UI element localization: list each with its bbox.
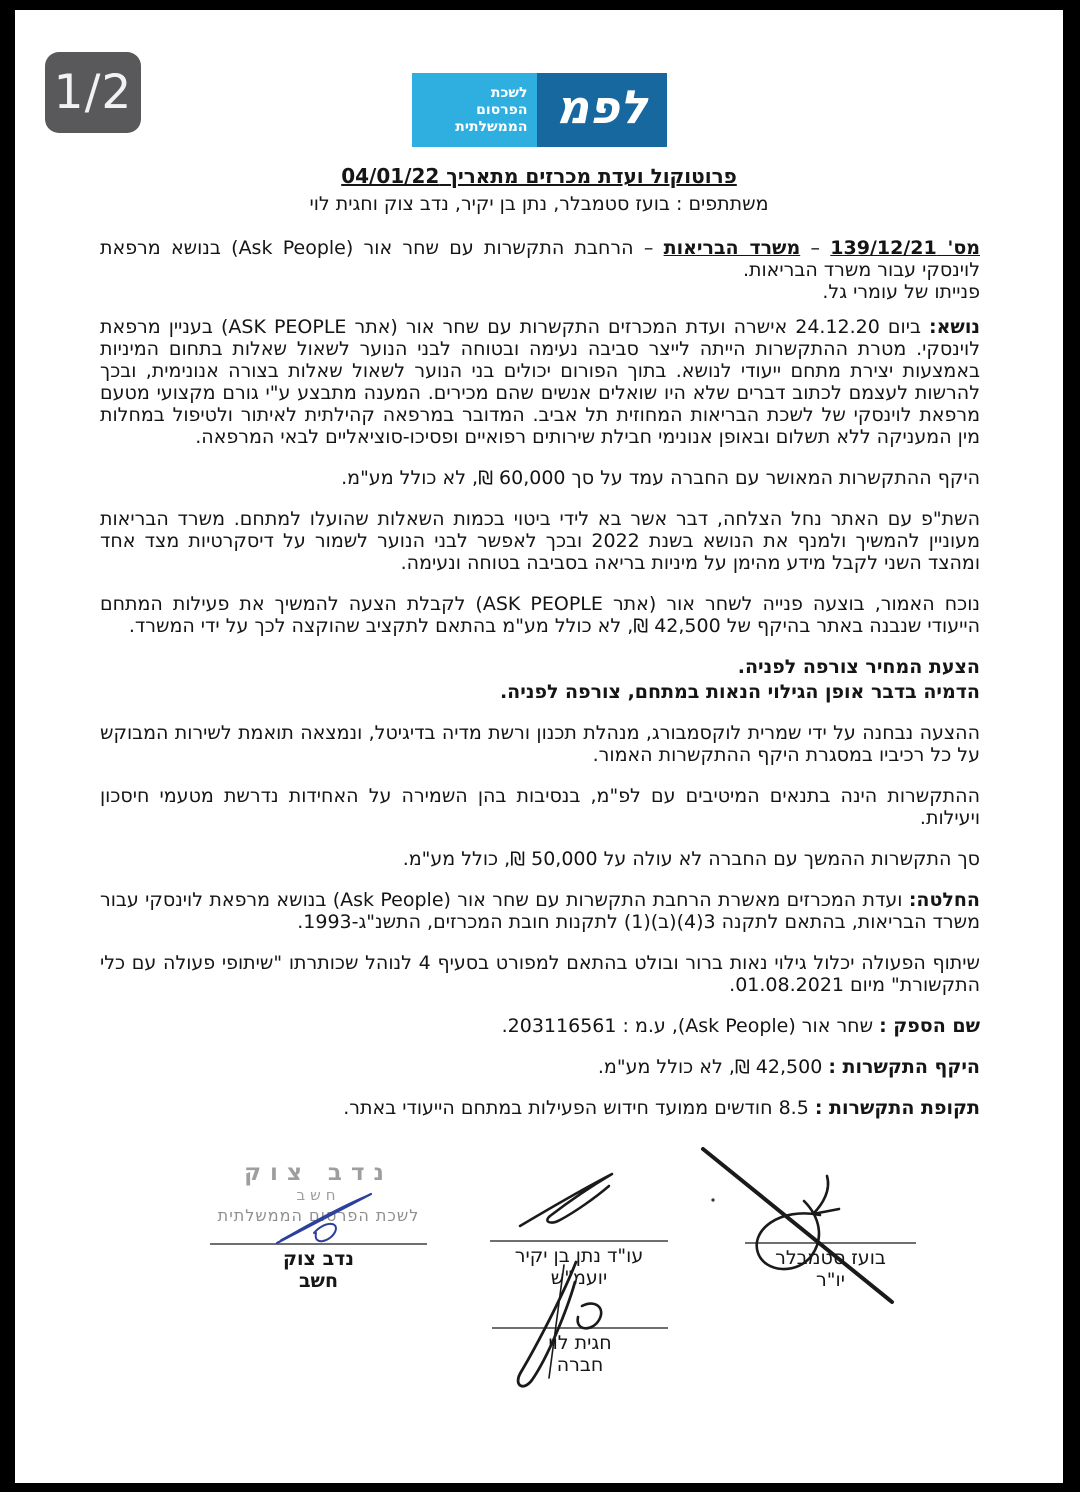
paragraph-proposal-review: ההצעה נבחנה על ידי שמרית לוקסמבורג, מנהלת תכנון ורשת מדיה בדיגיטל, ונמצאה תואמת לשירות המבוקש על כל רכיביו במסגרת היקף ההתקשרות האמור. [100,722,980,766]
signatory-name: עו"ד נתן בן יקיר [514,1245,644,1267]
paragraph-disclosure-rule: שיתוף הפעולה יכלול גילוי נאות ברור ובולט בהתאם למפורט בסעיף 4 לנוהל שכותרתו "שיתופי פעולה עם כלי התקשורת" מיום 01.08.2021. [100,952,980,996]
paragraph-subject [100,316,980,448]
paragraph-lead: שם הספק : [879,1015,980,1037]
signature-line-chair [745,1242,916,1244]
paragraph-lead: תקופת התקשרות : [814,1097,980,1119]
document-title: פרוטוקול ועדת מכרזים מתאריך 04/01/22 [341,164,737,188]
paragraph-cooperation-success: השת"פ עם האתר נחל הצלחה, דבר אשר בא לידי ביטוי בכמות השאלות שהועלו למתחם. משרד הבריאות מעוניין להמשיך ולמנף את הנושא בשנת 2022 ובכך לאפשר לבני הנוער לשמור על דיסקרטיות מצד אחד ומהצד השני לקבל מידע מהימן על מיניות בריאה בסביבה בטוחה ונעימה. [100,508,980,574]
stamp-office: לשכת הפרסום הממשלתית [217,1206,420,1225]
document-body [15,215,1063,1119]
case-number: מס' 139/12/21 [830,237,980,259]
document-page [15,10,1063,1483]
signatory-role: חברה [556,1354,604,1376]
signature-scribble-legal [520,1174,612,1226]
signature-line-legal [490,1240,668,1242]
logo-bureau-line: הפרסום [476,101,528,118]
stamp-role: חשב [296,1186,341,1204]
signatory-role: יועמ"ש [550,1267,608,1289]
signatory-chair [745,1247,916,1291]
paragraph-disclosure-attached: הדמיה בדבר אופן הגילוי הנאות במתחם, צורפה לפניה. [499,681,980,703]
logo-acronym [537,73,667,147]
signature-line-member [492,1327,668,1329]
paragraph-new-proposal: נוכח האמור, בוצעה פנייה לשחר אור (אתר ASK PEOPLE) לקבלת הצעה להמשיך את פעילות המתחם הייעודי שנבנה באתר בהיקף של 42,500 ₪, לא כולל מע"מ בהתאם לתקציב שהוקצה לכך על ידי המשרד. [100,593,980,637]
paragraph-engagement-scope [100,1056,980,1078]
signatory-name: נדב צוק [283,1248,354,1270]
ministry-name: משרד הבריאות [663,237,801,259]
paragraph-decision [100,889,980,933]
logo-bureau-text [412,73,537,147]
paragraph-lead: החלטה: [908,889,980,911]
logo-bureau-line: לשכת [490,84,528,101]
signatory-role: חשב [298,1270,339,1292]
subject-rest: – הרחבת התקשרות עם שחר אור (Ask People) בנושא מרפאת לוינסקי עבור משרד הבריאות. [100,237,980,281]
signatory-legal [490,1245,668,1289]
paragraph-lead: נושא: [929,316,980,338]
paragraph-favorable-terms: ההתקשרות הינה בתנאים המיטיבים עם לפ"מ, בנסיבות בהן השמירה על האחידות נדרשת מטעמי חיסכון ויעילות. [100,785,980,829]
signature-line-accountant [210,1243,427,1245]
logo-row [15,10,1063,147]
paragraph-price-attached: הצעת המחיר צורפה לפניה. [737,656,980,678]
accountant-stamp [210,1160,427,1227]
logo-bureau-line: הממשלתית [455,118,528,135]
paragraph-text: 8.5 חודשים ממועד חידוש הפעילות במתחם הייעודי באתר. [343,1097,815,1119]
scanned-document [15,10,1063,1376]
logo-acronym-text: לפמ [555,80,648,134]
paragraph-lead: היקף התקשרות : [828,1056,980,1078]
paragraph-total-cap: סך התקשרות ההמשך עם החברה לא עולה על 50,000 ₪, כולל מע"מ. [402,848,980,870]
participants-line: משתתפים : בועז סטמבלר, נתן בן יקיר, נדב צוק וחגית לוי [309,193,769,215]
signatory-role: יו"ר [816,1269,845,1291]
signatory-member [492,1332,668,1376]
paragraph-text: ועדת המכרזים מאשרת הרחבת התקשרות עם שחר אור (Ask People) בנושא מרפאת לוינסקי עבור משרד הבריאות, בהתאם לתקנה 3(4)(ב)(1) לתקנות חובת המכרזים, התשנ"ג-1993. [100,889,980,933]
stamp-name: נדב צוק [244,1160,393,1186]
subject-line [100,237,980,281]
signatory-name: חגית לוי [548,1332,612,1354]
lapam-logo-icon [412,73,667,147]
paragraph-text: שחר אור (Ask People), ע.מ : 203116561. [501,1015,880,1037]
page-indicator-text: 1/2 [53,65,133,120]
paragraph-text: 42,500 ₪, לא כולל מע"מ. [597,1056,829,1078]
separator: – [800,237,831,259]
paragraph-text: ביום 24.12.20 אישרה ועדת המכרזים התקשרות עם שחר אור (אתר ASK PEOPLE) בעניין מרפאת לוינסקי. מטרת ההתקשרות הייתה לייצר סביבה נעימה ובטוחה לבני הנוער לשאול שאלות בתחום המיניות באמצעות יצירת מתחם ייעודי לנושא. בתוך הפורום יכולים בני הנוער לשאול שאלות בצורה אנונימית, ובכך להרשות לעצמם לכתוב דברים שלא היו שואלים אנשים שהם מכירים. המענה מתבצע ע"י גורם מקצועי מטעם מרפאת לוינסקי של לשכת הבריאות המחוזית תל אביב. המדובר במרפאה קהילתית לאיתור ולטיפול במחלות מין המעניקה ללא תשלום ובאופן אנונימי חבילת שירותים רפואיים ופסיכו-סוציאליים לבאי המרפאה. [100,316,980,448]
referral-line: פנייתו של עומרי גל. [822,281,980,303]
paragraph-supplier [100,1015,980,1037]
signatory-name: בועז סטמבלר [775,1247,886,1269]
signatory-accountant [210,1248,427,1292]
paragraph-approved-scope: היקף ההתקשרות המאושר עם החברה עמד על סך 60,000 ₪, לא כולל מע"מ. [341,467,980,489]
paragraph-engagement-period [100,1097,980,1119]
page-indicator-badge [45,52,141,133]
